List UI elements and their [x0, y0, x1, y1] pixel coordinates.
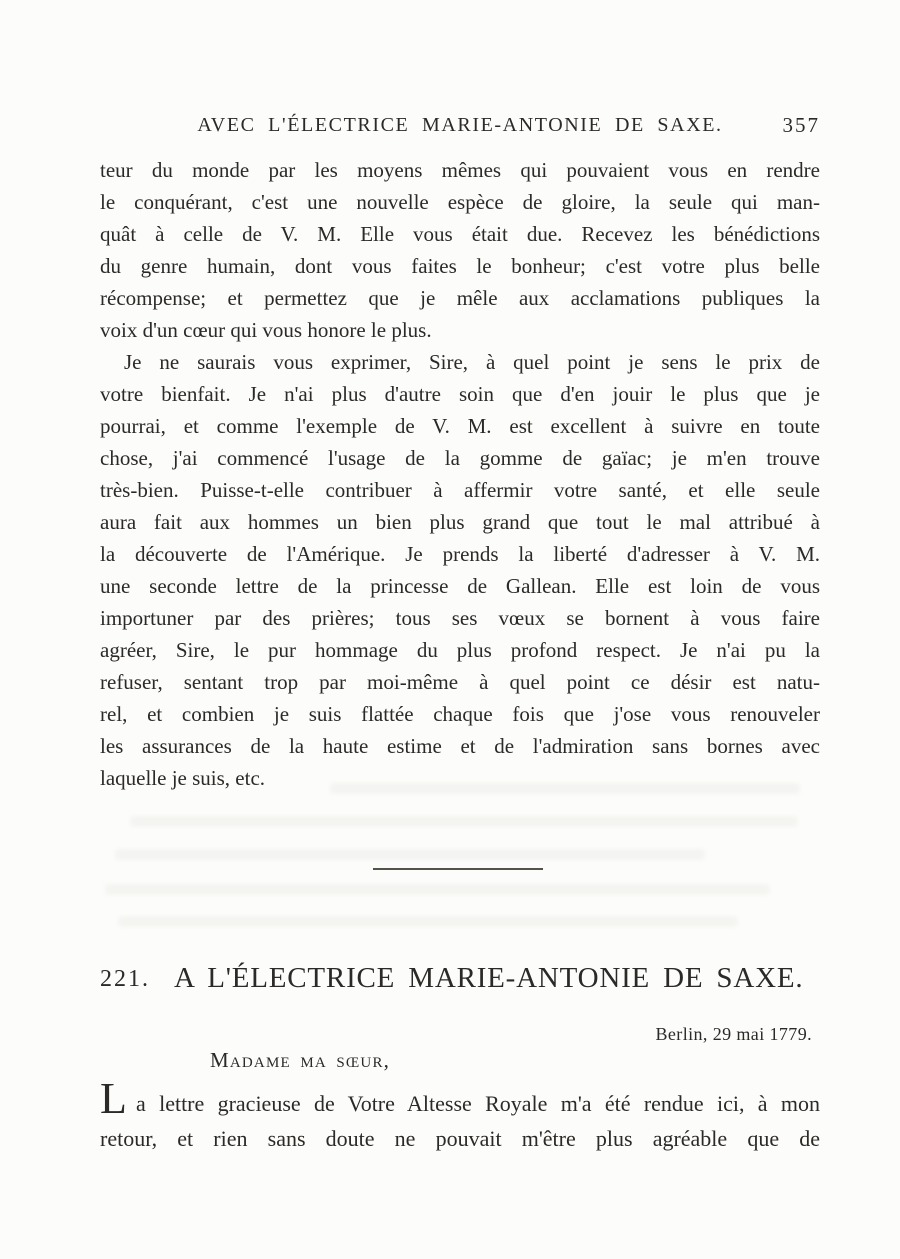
showthrough-smudge	[115, 849, 705, 860]
showthrough-smudge	[130, 816, 798, 827]
section-divider-rule	[373, 868, 543, 870]
showthrough-smudge	[105, 884, 770, 895]
text-line: refuser, sentant trop par moi-même à quel point ce désir est natu-	[100, 670, 820, 694]
text-line: retour, et rien sans doute ne pouvait m'être plus agréable que de	[100, 1126, 820, 1151]
running-header	[100, 114, 820, 144]
text-line: agréer, Sire, le pur hommage du plus profond respect. Je n'ai pu la	[100, 638, 820, 662]
text-line: votre bienfait. Je n'ai plus d'autre soin que d'en jouir le plus que je	[100, 382, 820, 406]
text-line: quât à celle de V. M. Elle vous était due. Recevez les bénédictions	[100, 222, 820, 246]
page-number: 357	[782, 113, 820, 137]
showthrough-smudge	[118, 916, 738, 927]
text-line: importuner par des prières; tous ses vœux se bornent à vous faire	[100, 606, 820, 630]
letter-221-heading	[100, 962, 820, 995]
text-line: du genre humain, dont vous faites le bonheur; c'est votre plus belle	[100, 254, 820, 278]
text-line: une seconde lettre de la princesse de Gallean. Elle est loin de vous	[100, 574, 820, 598]
text-line: Je ne saurais vous exprimer, Sire, à quel point je sens le prix de	[124, 350, 820, 374]
text-line: très-bien. Puisse-t-elle contribuer à affermir votre santé, et elle seule	[100, 478, 820, 502]
text-line: le conquérant, c'est une nouvelle espèce de gloire, la seule qui man-	[100, 190, 820, 214]
text-line: teur du monde par les moyens mêmes qui pouvaient vous en rendre	[100, 158, 820, 182]
text-line: rel, et combien je suis flattée chaque fois que j'ose vous renouveler	[100, 702, 820, 726]
text-line: voix d'un cœur qui vous honore le plus.	[100, 318, 432, 342]
text-line-content: a lettre gracieuse de Votre Altesse Royale m'a été rendue ici, à mon	[136, 1091, 820, 1116]
text-line: la découverte de l'Amérique. Je prends la liberté d'adresser à V. M.	[100, 542, 820, 566]
text-line: les assurances de la haute estime et de l'admiration sans bornes avec	[100, 734, 820, 758]
text-line: aura fait aux hommes un bien plus grand que tout le mal attribué à	[100, 510, 820, 534]
dateline: Berlin, 29 mai 1779.	[655, 1024, 812, 1044]
text-line	[100, 1074, 820, 1123]
initial-capital: L	[100, 1074, 127, 1123]
letter-number: 221.	[100, 966, 150, 992]
text-line: chose, j'ai commencé l'usage de la gomme de gaïac; je m'en trouve	[100, 446, 820, 470]
running-header-title: AVEC L'ÉLECTRICE MARIE-ANTONIE DE SAXE.	[197, 114, 723, 136]
text-line: récompense; et permettez que je mêle aux acclamations publiques la	[100, 286, 820, 310]
text-line: laquelle je suis, etc.	[100, 766, 266, 790]
text-line: pourrai, et comme l'exemple de V. M. est excellent à suivre en toute	[100, 414, 820, 438]
salutation: Madame ma sœur,	[210, 1048, 391, 1072]
letter-221-opening-text	[100, 1074, 820, 1156]
letter-220-closing-text	[100, 154, 820, 794]
letter-title: A L'ÉLECTRICE MARIE-ANTONIE DE SAXE.	[174, 962, 804, 994]
